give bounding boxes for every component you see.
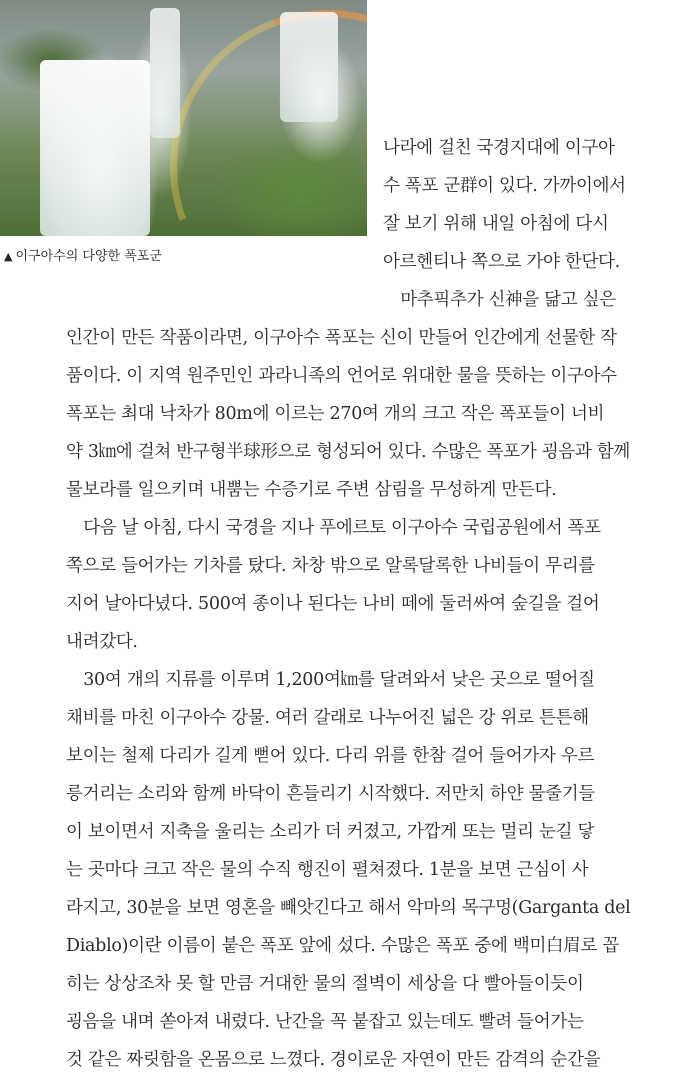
photo-caption: [4, 245, 162, 264]
text-line: 물보라를 일으키며 내뿜는 수증기로 주변 삼림을 무성하게 만든다.: [66, 480, 557, 500]
waterfall-center: [150, 8, 180, 138]
text-line: 채비를 마친 이구아수 강물. 여러 갈래로 나누어진 넓은 강 위로 튼튼해: [66, 708, 589, 728]
side-text-block: [383, 129, 626, 319]
text-line: 지어 날아다녔다. 500여 종이나 된다는 나비 떼에 둘러싸여 숲길을 걸어: [66, 594, 600, 614]
text-line: 다음 날 아침, 다시 국경을 지나 푸에르토 이구아수 국립공원에서 폭포: [66, 518, 601, 538]
text-line: 히는 상상조차 못 할 만큼 거대한 물의 절벽이 세상을 다 빨아들이듯이: [66, 974, 584, 994]
text-line: 약 3㎞에 걸쳐 반구형半球形으로 형성되어 있다. 수많은 폭포가 굉음과 함께: [66, 442, 630, 462]
main-text-block: [66, 319, 630, 1079]
text-line: 이 보이면서 지축을 울리는 소리가 더 커졌고, 가깝게 또는 멀리 눈길 닿: [66, 822, 595, 842]
text-line: 수 폭포 군群이 있다. 가까이에서: [383, 176, 626, 196]
waterfall-left: [40, 60, 150, 236]
text-line: 쪽으로 들어가는 기차를 탔다. 차창 밖으로 알록달록한 나비들이 무리를: [66, 556, 595, 576]
text-line: 굉음을 내며 쏟아져 내렸다. 난간을 꼭 붙잡고 있는데도 빨려 들어가는: [66, 1012, 584, 1032]
text-line: 잘 보기 위해 내일 아침에 다시: [383, 214, 609, 234]
text-line: 내려갔다.: [66, 632, 138, 652]
text-line: 폭포는 최대 낙차가 80m에 이르는 270여 개의 크고 작은 폭포들이 너비: [66, 404, 605, 424]
text-line: Diablo)이란 이름이 붙은 폭포 앞에 섰다. 수많은 폭포 중에 백미白眉로 꼽: [66, 936, 619, 956]
text-line: 마추픽추가 신神을 닮고 싶은: [383, 290, 616, 310]
text-line: 품이다. 이 지역 원주민인 과라니족의 언어로 위대한 물을 뜻하는 이구아수: [66, 366, 617, 386]
text-line: 아르헨티나 쪽으로 가야 한단다.: [383, 252, 620, 272]
waterfall-right: [280, 12, 338, 122]
text-line: 릉거리는 소리와 함께 바닥이 흔들리기 시작했다. 저만치 하얀 물줄기들: [66, 784, 595, 804]
text-line: 는 곳마다 크고 작은 물의 수직 행진이 펼쳐졌다. 1분을 보면 근심이 사: [66, 860, 589, 880]
text-line: 나라에 걸친 국경지대에 이구아: [383, 138, 615, 158]
triangle-marker-icon: ▲: [4, 250, 13, 263]
text-line: 30여 개의 지류를 이루며 1,200여㎞를 달려와서 낮은 곳으로 떨어질: [66, 670, 595, 690]
text-line: 보이는 철제 다리가 길게 뻗어 있다. 다리 위를 한참 걸어 들어가자 우르: [66, 746, 595, 766]
text-line: 라지고, 30분을 보면 영혼을 빼앗긴다고 해서 악마의 목구멍(Garganta del: [66, 898, 631, 918]
caption-text: 이구아수의 다양한 폭포군: [15, 249, 162, 264]
text-line: 인간이 만든 작품이라면, 이구아수 폭포는 신이 만들어 인간에게 선물한 작: [66, 328, 617, 348]
waterfall-photo: [0, 0, 367, 236]
text-line: 것 같은 짜릿함을 온몸으로 느꼈다. 경이로운 자연이 만든 감격의 순간을: [66, 1050, 601, 1070]
